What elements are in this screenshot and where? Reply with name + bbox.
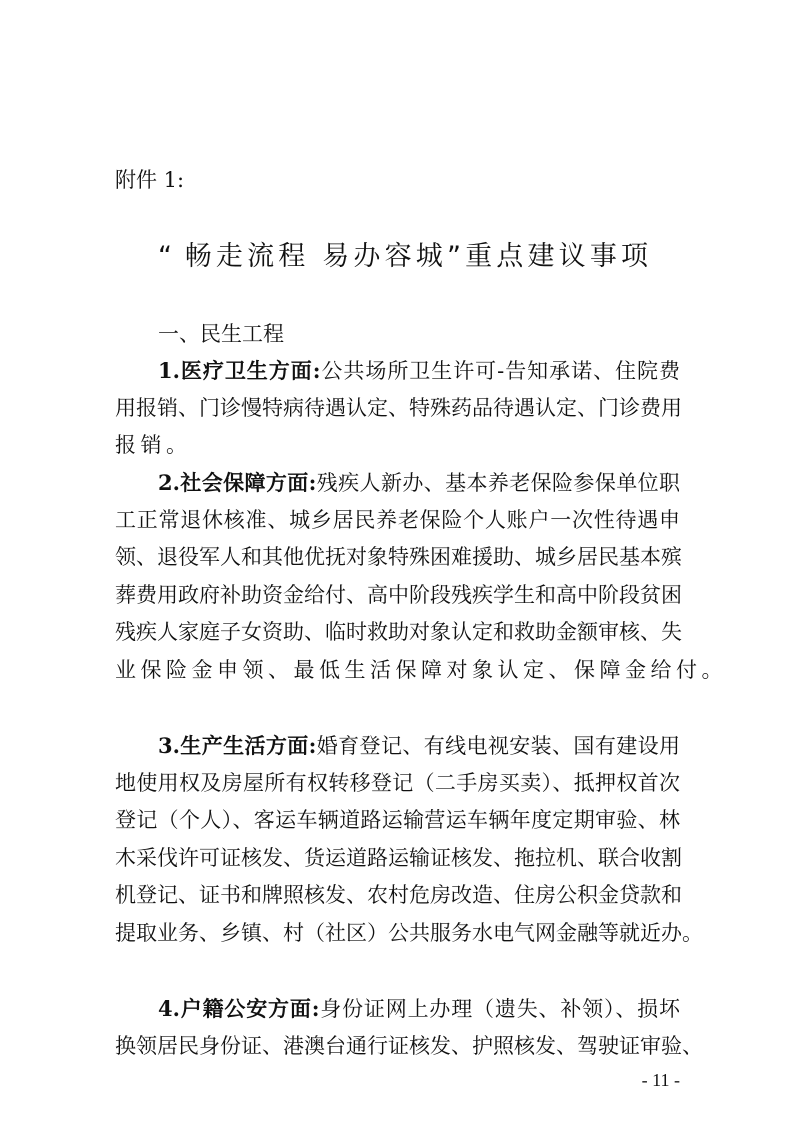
paragraph-lead: 3.生产生活方面: (158, 733, 317, 758)
paragraph-text: 公共场所卫生许可-告知承诺、住院费 (320, 359, 680, 383)
paragraph-household-security (115, 990, 703, 1065)
paragraph-line: 用报销、门诊慢特病待遇认定、特殊药品待遇认定、门诊费用 (115, 395, 682, 420)
paragraph-social-security (115, 464, 727, 690)
paragraph-text: 婚育登记、有线电视安装、国有建设用 (316, 734, 680, 758)
paragraph-medical (115, 352, 680, 465)
page-number: - 11 - (641, 1070, 680, 1090)
paragraph-lead: 4.户籍公安方面: (158, 996, 320, 1021)
document-title: “ 畅走流程 易办容城”重点建议事项 (158, 241, 648, 272)
attachment-label: 附件 1: (115, 168, 185, 192)
paragraph-line: 木采伐许可证核发、货运道路运输证核发、拖拉机、联合收割 (115, 845, 682, 870)
paragraph-line: 葬费用政府补助资金给付、高中阶段残疾学生和高中阶段贫困 (115, 582, 682, 607)
paragraph-line: 领、退役军人和其他优抚对象特殊困难援助、城乡居民基本殡 (115, 545, 682, 570)
paragraph-line: 残疾人家庭子女资助、临时救助对象认定和救助金额审核、失 (115, 620, 682, 645)
paragraph-text: 身份证网上办理（遗失、补领）、损坏 (319, 997, 680, 1021)
paragraph-line: 提取业务、乡镇、村（社区）公共服务水电气网金融等就近办。 (115, 920, 703, 945)
paragraph-line: 换领居民身份证、港澳台通行证核发、护照核发、驾驶证审验、 (115, 1033, 703, 1058)
paragraph-lead: 1.医疗卫生方面: (158, 358, 321, 383)
paragraph-line: 地使用权及房屋所有权转移登记（二手房买卖）、抵押权首次 (115, 770, 680, 795)
paragraph-line: 机登记、证书和牌照核发、农村危房改造、住房公积金贷款和 (115, 883, 682, 908)
paragraph-text: 残疾人新办、基本养老保险参保单位职 (316, 471, 680, 495)
paragraph-line: 业保险金申领、最低生活保障对象认定、保障金给付。 (115, 657, 727, 682)
paragraph-lead: 2.社会保障方面: (158, 470, 317, 495)
paragraph-line: 登记（个人）、客运车辆道路运输营运车辆年度定期审验、林 (115, 808, 680, 833)
paragraph-line: 工正常退休核准、城乡居民养老保险个人账户一次性待遇申 (115, 507, 680, 532)
section-heading: 一、民生工程 (158, 322, 284, 346)
paragraph-line: 报销。 (115, 433, 192, 458)
paragraph-production-life (115, 727, 703, 953)
